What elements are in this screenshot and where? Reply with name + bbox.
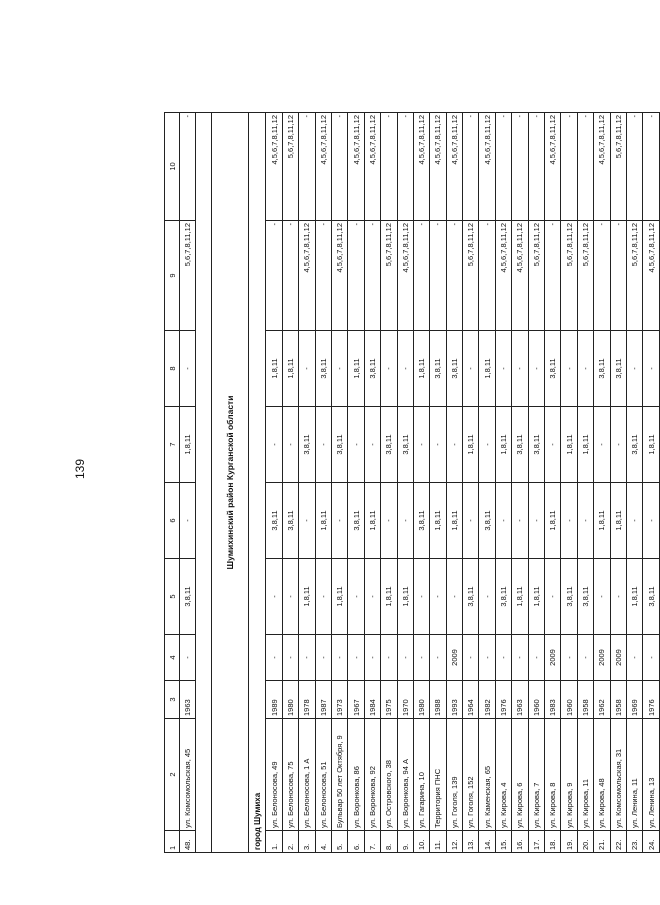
address-cell: ул. Кирова, 6 — [512, 719, 528, 831]
year-cell: 1963 — [512, 681, 528, 719]
rotated-table-wrapper — [164, 113, 656, 853]
row-number: 14. — [479, 831, 495, 853]
table-row — [643, 113, 659, 853]
data-cell: - — [430, 407, 446, 483]
data-cell: 3,8,11 — [266, 483, 282, 559]
data-cell: 3,8,11 — [282, 483, 298, 559]
address-cell: ул. Гагарина, 10 — [413, 719, 429, 831]
year-cell: 1993 — [446, 681, 462, 719]
page-number: 139 — [73, 458, 87, 480]
data-cell: - — [626, 113, 642, 221]
year-cell: 1963 — [180, 681, 196, 719]
column-header: 10 — [165, 113, 180, 221]
data-cell: 4,5,6,7,8,11,12 — [446, 113, 462, 221]
year-cell: 1964 — [463, 681, 479, 719]
data-cell: 1,8,11 — [180, 407, 196, 483]
table-row — [446, 113, 462, 853]
address-cell: ул. Ленина, 13 — [643, 719, 659, 831]
data-cell: 3,8,11 — [577, 559, 593, 635]
data-cell: 1,8,11 — [381, 559, 397, 635]
column-header: 7 — [165, 407, 180, 483]
data-cell: 4,5,6,7,8,11,12 — [594, 113, 610, 221]
data-cell: - — [479, 559, 495, 635]
row-number: 20. — [577, 831, 593, 853]
data-cell: - — [495, 331, 511, 407]
data-cell: - — [331, 113, 347, 221]
address-cell: ул. Белоносова, 75 — [282, 719, 298, 831]
data-cell: 5,6,7,8,11,12 — [381, 221, 397, 331]
data-cell: 1,8,11 — [463, 407, 479, 483]
data-cell: 4,5,6,7,8,11,12 — [512, 221, 528, 331]
data-cell: - — [626, 635, 642, 681]
row-number: 12. — [446, 831, 462, 853]
data-cell: 3,8,11 — [299, 407, 315, 483]
row-number: 17. — [528, 831, 544, 853]
table-row — [626, 113, 642, 853]
data-cell: 3,8,11 — [594, 331, 610, 407]
year-cell: 1978 — [299, 681, 315, 719]
row-number: 6. — [348, 831, 364, 853]
table-row — [413, 113, 429, 853]
address-cell: ул. Гоголя, 139 — [446, 719, 462, 831]
data-cell: - — [413, 559, 429, 635]
table-row — [266, 113, 282, 853]
data-cell: - — [594, 407, 610, 483]
address-cell: ул. Кирова, 7 — [528, 719, 544, 831]
data-cell: - — [180, 331, 196, 407]
data-cell: - — [446, 407, 462, 483]
data-cell: 5,6,7,8,11,12 — [610, 113, 626, 221]
table-row — [594, 113, 610, 853]
row-number: 11. — [430, 831, 446, 853]
data-cell: - — [528, 635, 544, 681]
data-cell: - — [545, 559, 561, 635]
data-cell: 2009 — [610, 635, 626, 681]
address-cell: ул. Воронкова, 94 А — [397, 719, 413, 831]
year-cell: 1984 — [364, 681, 380, 719]
data-cell: 1,8,11 — [364, 483, 380, 559]
table-row — [397, 113, 413, 853]
data-cell: 1,8,11 — [626, 559, 642, 635]
data-cell: 4,5,6,7,8,11,12 — [331, 221, 347, 331]
data-cell: - — [315, 407, 331, 483]
table-row — [561, 113, 577, 853]
data-cell: - — [348, 407, 364, 483]
data-cell: 1,8,11 — [512, 559, 528, 635]
data-cell: - — [594, 559, 610, 635]
year-cell: 1988 — [430, 681, 446, 719]
row-number: 4. — [315, 831, 331, 853]
data-cell: - — [495, 483, 511, 559]
row-number: 3. — [299, 831, 315, 853]
table-row — [610, 113, 626, 853]
data-cell: - — [381, 331, 397, 407]
data-cell: 3,8,11 — [364, 331, 380, 407]
year-cell: 1973 — [331, 681, 347, 719]
data-cell: - — [266, 635, 282, 681]
row-number: 23. — [626, 831, 642, 853]
data-cell: - — [397, 483, 413, 559]
data-cell: - — [561, 113, 577, 221]
data-cell: - — [331, 483, 347, 559]
data-cell: 4,5,6,7,8,11,12 — [397, 221, 413, 331]
address-cell: ул. Кирова, 48 — [594, 719, 610, 831]
data-cell: 5,6,7,8,11,12 — [561, 221, 577, 331]
data-cell: 1,8,11 — [282, 331, 298, 407]
address-cell: ул. Гоголя, 152 — [463, 719, 479, 831]
data-cell: - — [315, 221, 331, 331]
row-number: 24. — [643, 831, 659, 853]
data-cell: - — [299, 113, 315, 221]
data-cell: - — [397, 635, 413, 681]
data-cell: - — [413, 407, 429, 483]
row-number: 1. — [266, 831, 282, 853]
data-cell: - — [446, 221, 462, 331]
address-cell: ул. Каменская, 65 — [479, 719, 495, 831]
data-cell: - — [643, 483, 659, 559]
data-cell: - — [528, 113, 544, 221]
data-cell: - — [626, 331, 642, 407]
data-cell: - — [463, 635, 479, 681]
table-row — [528, 113, 544, 853]
data-cell: - — [446, 559, 462, 635]
data-cell: 3,8,11 — [430, 331, 446, 407]
address-cell: ул. Кирова, 8 — [545, 719, 561, 831]
data-cell: - — [610, 559, 626, 635]
data-cell: - — [512, 113, 528, 221]
table-row — [577, 113, 593, 853]
data-cell: - — [282, 635, 298, 681]
data-cell: 3,8,11 — [180, 559, 196, 635]
data-cell: - — [643, 113, 659, 221]
data-cell: - — [463, 483, 479, 559]
data-cell: - — [577, 635, 593, 681]
year-cell: 1958 — [610, 681, 626, 719]
data-cell: - — [561, 635, 577, 681]
data-cell: 3,8,11 — [626, 407, 642, 483]
spacer-cell — [196, 113, 212, 853]
year-cell: 1969 — [626, 681, 642, 719]
data-cell: 3,8,11 — [381, 407, 397, 483]
data-cell: - — [266, 559, 282, 635]
address-cell: ул. Белоносова, 1 А — [299, 719, 315, 831]
data-cell: - — [430, 221, 446, 331]
data-cell: 2009 — [594, 635, 610, 681]
data-cell: 3,8,11 — [643, 559, 659, 635]
data-cell: - — [282, 559, 298, 635]
table-row — [282, 113, 298, 853]
data-cell: 4,5,6,7,8,11,12 — [479, 113, 495, 221]
data-cell: - — [266, 221, 282, 331]
data-cell: 5,6,7,8,11,12 — [282, 113, 298, 221]
table-row — [315, 113, 331, 853]
data-cell: - — [430, 559, 446, 635]
spacer-row — [196, 113, 212, 853]
table-row — [299, 113, 315, 853]
year-cell: 1980 — [282, 681, 298, 719]
data-cell: - — [364, 635, 380, 681]
data-cell: - — [479, 407, 495, 483]
row-number: 16. — [512, 831, 528, 853]
row-number: 48. — [180, 831, 196, 853]
data-cell: 4,5,6,7,8,11,12 — [545, 113, 561, 221]
data-cell: - — [381, 483, 397, 559]
address-cell: ул. Ленина, 11 — [626, 719, 642, 831]
data-cell: 1,8,11 — [577, 407, 593, 483]
address-cell: Бульвар 50 лет Октября, 9 — [331, 719, 347, 831]
data-cell: - — [561, 331, 577, 407]
data-cell: 1,8,11 — [413, 331, 429, 407]
data-cell: 3,8,11 — [348, 483, 364, 559]
column-number-row — [165, 113, 180, 853]
table-body — [165, 113, 660, 853]
data-cell: - — [413, 221, 429, 331]
data-cell: - — [577, 113, 593, 221]
data-cell: - — [463, 331, 479, 407]
data-cell: - — [495, 635, 511, 681]
table-row — [430, 113, 446, 853]
year-cell: 1960 — [561, 681, 577, 719]
data-cell: 4,5,6,7,8,11,12 — [299, 221, 315, 331]
data-cell: 3,8,11 — [397, 407, 413, 483]
data-cell: - — [282, 221, 298, 331]
year-cell: 1976 — [495, 681, 511, 719]
data-cell: - — [545, 407, 561, 483]
year-cell: 1958 — [577, 681, 593, 719]
data-cell: - — [463, 113, 479, 221]
data-cell: - — [528, 483, 544, 559]
year-cell: 1970 — [397, 681, 413, 719]
data-cell: - — [430, 635, 446, 681]
data-cell: - — [528, 331, 544, 407]
row-number: 8. — [381, 831, 397, 853]
data-cell: 1,8,11 — [430, 483, 446, 559]
address-cell: ул. Кирова, 9 — [561, 719, 577, 831]
housing-table — [164, 112, 660, 853]
address-cell: ул. Островского, 38 — [381, 719, 397, 831]
row-number: 13. — [463, 831, 479, 853]
address-cell: ул. Комсомольская, 31 — [610, 719, 626, 831]
data-cell: 1,8,11 — [594, 483, 610, 559]
row-number: 7. — [364, 831, 380, 853]
data-cell: - — [610, 407, 626, 483]
data-cell: - — [364, 221, 380, 331]
data-cell: - — [561, 483, 577, 559]
data-cell: - — [348, 221, 364, 331]
row-number: 5. — [331, 831, 347, 853]
data-cell: 1,8,11 — [479, 331, 495, 407]
table-row — [495, 113, 511, 853]
data-cell: - — [643, 331, 659, 407]
data-cell: 5,6,7,8,11,12 — [626, 221, 642, 331]
address-cell: ул. Воронкова, 92 — [364, 719, 380, 831]
address-cell: ул. Кирова, 4 — [495, 719, 511, 831]
year-cell: 1982 — [479, 681, 495, 719]
data-cell: 1,8,11 — [495, 407, 511, 483]
data-cell: - — [180, 483, 196, 559]
column-header: 6 — [165, 483, 180, 559]
table-row — [331, 113, 347, 853]
column-header: 5 — [165, 559, 180, 635]
data-cell: 2009 — [446, 635, 462, 681]
data-cell: - — [643, 635, 659, 681]
data-cell: 4,5,6,7,8,11,12 — [430, 113, 446, 221]
data-cell: - — [348, 635, 364, 681]
data-cell: - — [315, 635, 331, 681]
data-cell: 4,5,6,7,8,11,12 — [413, 113, 429, 221]
table-row — [180, 113, 196, 853]
data-cell: - — [348, 559, 364, 635]
data-cell: - — [364, 559, 380, 635]
data-cell: 4,5,6,7,8,11,12 — [348, 113, 364, 221]
table-row — [545, 113, 561, 853]
address-cell: Территория ПНС — [430, 719, 446, 831]
data-cell: 1,8,11 — [446, 483, 462, 559]
data-cell: 5,6,7,8,11,12 — [463, 221, 479, 331]
data-cell: 1,8,11 — [528, 559, 544, 635]
address-cell: ул. Кирова, 11 — [577, 719, 593, 831]
table-row — [512, 113, 528, 853]
column-header: 2 — [165, 719, 180, 831]
data-cell: 1,8,11 — [266, 331, 282, 407]
data-cell: - — [397, 113, 413, 221]
data-cell: 5,6,7,8,11,12 — [577, 221, 593, 331]
column-header: 8 — [165, 331, 180, 407]
data-cell: - — [479, 635, 495, 681]
data-cell: 3,8,11 — [512, 407, 528, 483]
year-cell: 1962 — [594, 681, 610, 719]
data-cell: - — [299, 331, 315, 407]
column-header: 9 — [165, 221, 180, 331]
year-cell: 1976 — [643, 681, 659, 719]
data-cell: 3,8,11 — [479, 483, 495, 559]
data-cell: - — [495, 113, 511, 221]
year-cell: 1975 — [381, 681, 397, 719]
data-cell: 4,5,6,7,8,11,12 — [364, 113, 380, 221]
row-number: 10. — [413, 831, 429, 853]
table-row — [348, 113, 364, 853]
data-cell: - — [512, 635, 528, 681]
year-cell: 1967 — [348, 681, 364, 719]
data-cell: - — [315, 559, 331, 635]
data-cell: 3,8,11 — [463, 559, 479, 635]
data-cell: 1,8,11 — [643, 407, 659, 483]
data-cell: - — [364, 407, 380, 483]
data-cell: - — [479, 221, 495, 331]
row-number: 9. — [397, 831, 413, 853]
data-cell: 3,8,11 — [315, 331, 331, 407]
data-cell: - — [577, 331, 593, 407]
data-cell: 1,8,11 — [561, 407, 577, 483]
data-cell: 3,8,11 — [331, 407, 347, 483]
table-row — [364, 113, 380, 853]
data-cell: - — [512, 483, 528, 559]
data-cell: 3,8,11 — [446, 331, 462, 407]
data-cell: 4,5,6,7,8,11,12 — [495, 221, 511, 331]
data-cell: 5,6,7,8,11,12 — [528, 221, 544, 331]
city-heading-row — [249, 113, 266, 853]
data-cell: 1,8,11 — [315, 483, 331, 559]
table-row — [381, 113, 397, 853]
column-header: 1 — [165, 831, 180, 853]
data-cell: 1,8,11 — [545, 483, 561, 559]
data-cell: - — [512, 331, 528, 407]
data-cell: 3,8,11 — [610, 331, 626, 407]
data-cell: 5,6,7,8,11,12 — [180, 221, 196, 331]
city-heading: город Шумиха — [249, 113, 266, 853]
column-header: 3 — [165, 681, 180, 719]
address-cell: ул. Воронкова, 86 — [348, 719, 364, 831]
data-cell: - — [331, 331, 347, 407]
data-cell: - — [577, 483, 593, 559]
data-cell: - — [594, 221, 610, 331]
data-cell: 1,8,11 — [348, 331, 364, 407]
row-number: 21. — [594, 831, 610, 853]
data-cell: 1,8,11 — [610, 483, 626, 559]
data-cell: 4,5,6,7,8,11,12 — [643, 221, 659, 331]
year-cell: 1980 — [413, 681, 429, 719]
data-cell: - — [299, 483, 315, 559]
data-cell: 4,5,6,7,8,11,12 — [315, 113, 331, 221]
year-cell: 1960 — [528, 681, 544, 719]
data-cell: 3,8,11 — [545, 331, 561, 407]
row-number: 22. — [610, 831, 626, 853]
data-cell: 1,8,11 — [331, 559, 347, 635]
data-cell: 2009 — [545, 635, 561, 681]
row-number: 15. — [495, 831, 511, 853]
data-cell: - — [266, 407, 282, 483]
district-heading-row — [212, 113, 249, 853]
table-row — [479, 113, 495, 853]
data-cell: 1,8,11 — [397, 559, 413, 635]
data-cell: - — [299, 635, 315, 681]
row-number: 19. — [561, 831, 577, 853]
data-cell: - — [626, 483, 642, 559]
data-cell: - — [180, 113, 196, 221]
data-cell: - — [331, 635, 347, 681]
data-cell: 3,8,11 — [413, 483, 429, 559]
data-cell: 3,8,11 — [495, 559, 511, 635]
column-header: 4 — [165, 635, 180, 681]
data-cell: - — [610, 221, 626, 331]
address-cell: ул. Белоносова, 49 — [266, 719, 282, 831]
address-cell: ул. Белоносова, 51 — [315, 719, 331, 831]
data-cell: - — [545, 221, 561, 331]
district-heading: Шумихинский район Курганской области — [212, 113, 249, 853]
data-cell: - — [397, 331, 413, 407]
year-cell: 1989 — [266, 681, 282, 719]
address-cell: ул. Комсомольская, 45 — [180, 719, 196, 831]
data-cell: - — [180, 635, 196, 681]
row-number: 2. — [282, 831, 298, 853]
data-cell: - — [381, 113, 397, 221]
row-number: 18. — [545, 831, 561, 853]
data-cell: 4,5,6,7,8,11,12 — [266, 113, 282, 221]
data-cell: - — [413, 635, 429, 681]
data-cell: - — [381, 635, 397, 681]
data-cell: 3,8,11 — [561, 559, 577, 635]
data-cell: 3,8,11 — [528, 407, 544, 483]
data-cell: - — [282, 407, 298, 483]
year-cell: 1983 — [545, 681, 561, 719]
year-cell: 1987 — [315, 681, 331, 719]
data-cell: 1,8,11 — [299, 559, 315, 635]
table-row — [463, 113, 479, 853]
